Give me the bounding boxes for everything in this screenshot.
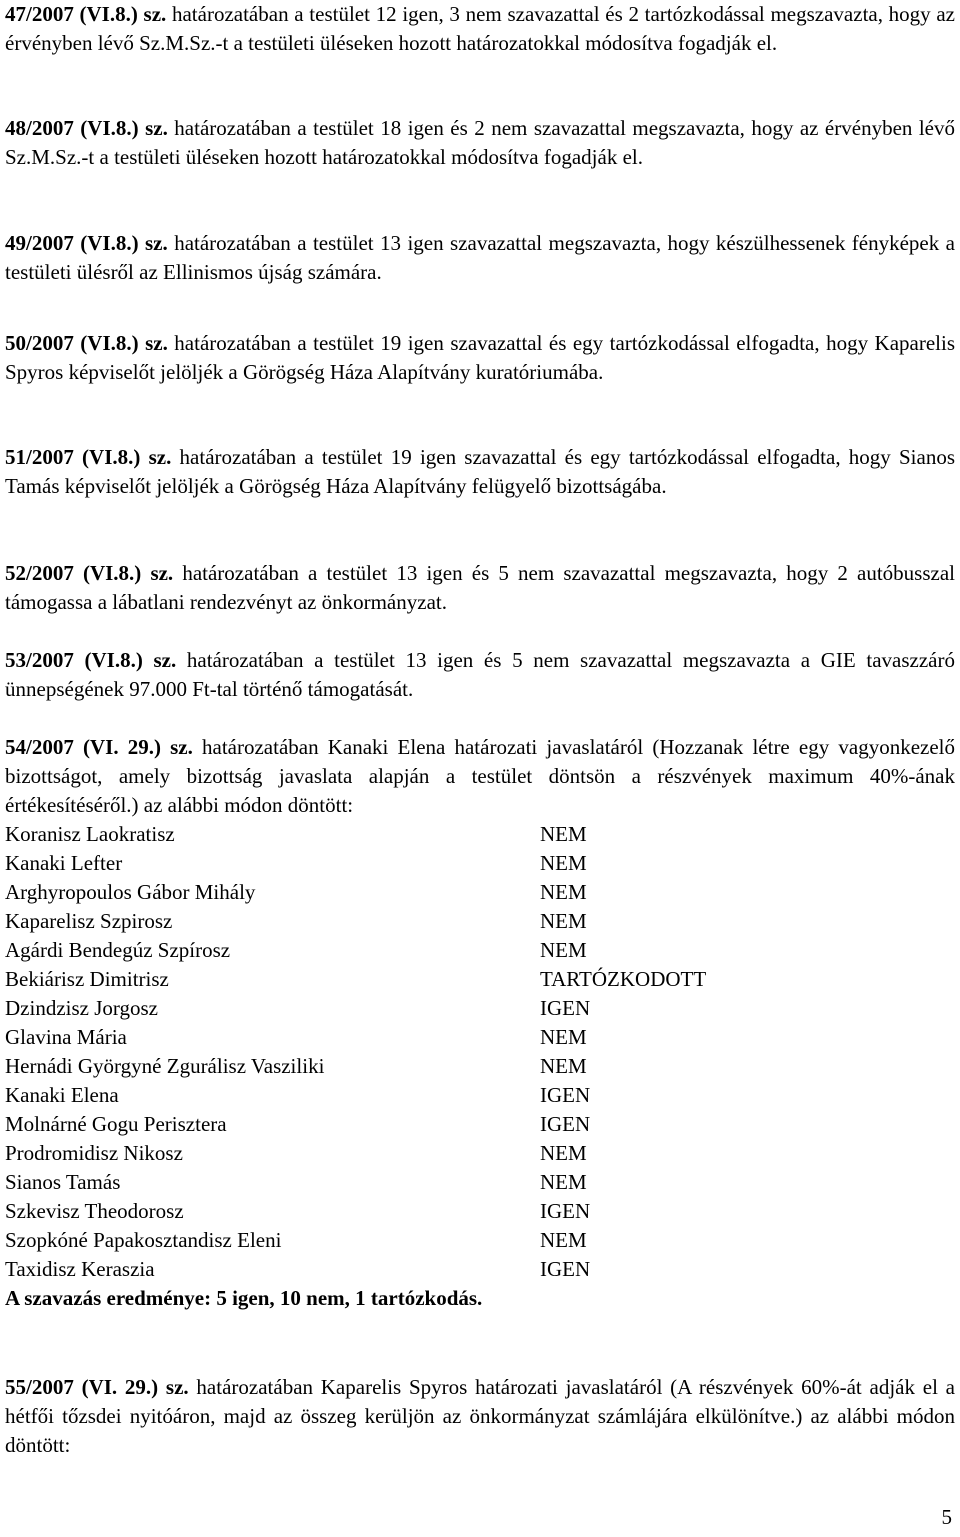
voter-name: Prodromidisz Nikosz bbox=[5, 1141, 183, 1165]
vote-row bbox=[5, 1168, 955, 1197]
resolution-number: 47/2007 (VI.8.) sz. bbox=[5, 2, 167, 26]
resolution-text: határozatában a testület 13 igen és 5 nem szavazattal megszavazta, hogy 2 autóbusszal támogassa a lábatlani rendezvényt az önkormányzat. bbox=[5, 561, 955, 614]
resolution-text: határozatában Kanaki Elena határozati javaslatáról (Hozzanak létre egy vagyonkezelő bizottságot, amely bizottság javaslata alapján a testület döntsön a részvények maximum 40%-ának értékesítéséről.) az alábbi módon döntött: bbox=[5, 735, 955, 817]
vote-value: NEM bbox=[540, 938, 587, 962]
voter-name: Kaparelisz Szpirosz bbox=[5, 909, 173, 933]
voter-name: Molnárné Gogu Perisztera bbox=[5, 1112, 227, 1136]
vote-row bbox=[5, 1139, 955, 1168]
resolution-text: határozatában a testület 18 igen és 2 nem szavazattal megszavazta, hogy az érvényben lévő Sz.M.Sz.-t a testületi üléseken hozott határozatokkal módosítva fogadják el. bbox=[5, 116, 955, 169]
vote-row bbox=[5, 994, 955, 1023]
resolution-text: határozatában a testület 13 igen és 5 nem szavazattal megszavazta a GIE tavaszzáró ünnepségének 97.000 Ft-tal történő támogatását. bbox=[5, 648, 955, 701]
resolution-49 bbox=[5, 229, 955, 287]
page-number: 5 bbox=[941, 1505, 952, 1529]
vote-value: IGEN bbox=[540, 996, 591, 1020]
vote-row bbox=[5, 1255, 955, 1284]
resolution-number: 48/2007 (VI.8.) sz. bbox=[5, 116, 168, 140]
vote-value: IGEN bbox=[540, 1112, 591, 1136]
resolution-number: 51/2007 (VI.8.) sz. bbox=[5, 445, 172, 469]
voter-name: Kanaki Elena bbox=[5, 1083, 119, 1107]
vote-value: NEM bbox=[540, 1170, 587, 1194]
voter-name: Taxidisz Keraszia bbox=[5, 1257, 155, 1281]
vote-value: IGEN bbox=[540, 1083, 591, 1107]
voter-name: Agárdi Bendegúz Szpírosz bbox=[5, 938, 231, 962]
resolution-47 bbox=[5, 0, 955, 58]
vote-row bbox=[5, 1110, 955, 1139]
vote-row bbox=[5, 936, 955, 965]
voter-name: Dzindzisz Jorgosz bbox=[5, 996, 158, 1020]
vote-value: TARTÓZKODOTT bbox=[540, 967, 707, 991]
resolution-number: 49/2007 (VI.8.) sz. bbox=[5, 231, 168, 255]
resolution-text: határozatában a testület 19 igen szavazattal és egy tartózkodással elfogadta, hogy Kaparelis Spyros képviselőt jelöljék a Görögség Háza Alapítvány kuratóriumába. bbox=[5, 331, 956, 384]
vote-value: NEM bbox=[540, 1054, 587, 1078]
vote-value: IGEN bbox=[540, 1257, 591, 1281]
voter-name: Arghyropoulos Gábor Mihály bbox=[5, 880, 256, 904]
resolution-51 bbox=[5, 443, 955, 501]
vote-row bbox=[5, 878, 955, 907]
resolution-text: határozatában a testület 13 igen szavazattal megszavazta, hogy készülhessenek fényképek a testületi ülésről az Ellinismos újság számára. bbox=[5, 231, 955, 284]
resolution-text: határozatában a testület 12 igen, 3 nem szavazattal és 2 tartózkodással megszavazta, hogy az érvényben lévő Sz.M.Sz.-t a testületi üléseken hozott határozatokkal módosítva fogadják el. bbox=[5, 2, 955, 55]
resolution-text: határozatában a testület 19 igen szavazattal és egy tartózkodással elfogadta, hogy Sianos Tamás képviselőt jelöljék a Görögség Háza Alapítvány felügyelő bizottságába. bbox=[5, 445, 955, 498]
voter-name: Hernádi Györgyné Zgurálisz Vasziliki bbox=[5, 1054, 325, 1078]
vote-row bbox=[5, 1023, 955, 1052]
voter-name: Szkevisz Theodorosz bbox=[5, 1199, 184, 1223]
vote-row bbox=[5, 820, 955, 849]
resolution-54 bbox=[5, 733, 955, 820]
voter-name: Szopkóné Papakosztandisz Eleni bbox=[5, 1228, 282, 1252]
voter-name: Bekiárisz Dimitrisz bbox=[5, 967, 169, 991]
resolution-53 bbox=[5, 646, 955, 704]
vote-value: NEM bbox=[540, 822, 587, 846]
vote-row bbox=[5, 1197, 955, 1226]
resolution-number: 55/2007 (VI. 29.) sz. bbox=[5, 1375, 189, 1399]
vote-row bbox=[5, 849, 955, 878]
vote-value: NEM bbox=[540, 1025, 587, 1049]
resolution-number: 50/2007 (VI.8.) sz. bbox=[5, 331, 168, 355]
vote-value: IGEN bbox=[540, 1199, 591, 1223]
voter-name: Kanaki Lefter bbox=[5, 851, 123, 875]
resolution-52 bbox=[5, 559, 955, 617]
resolution-number: 54/2007 (VI. 29.) sz. bbox=[5, 735, 193, 759]
vote-row bbox=[5, 907, 955, 936]
vote-list bbox=[5, 820, 955, 1313]
vote-value: NEM bbox=[540, 851, 587, 875]
vote-result: A szavazás eredménye: 5 igen, 10 nem, 1 tartózkodás. bbox=[5, 1286, 483, 1310]
resolution-55 bbox=[5, 1373, 955, 1460]
voter-name: Koranisz Laokratisz bbox=[5, 822, 175, 846]
voter-name: Glavina Mária bbox=[5, 1025, 127, 1049]
vote-row bbox=[5, 1081, 955, 1110]
vote-row bbox=[5, 1226, 955, 1255]
voter-name: Sianos Tamás bbox=[5, 1170, 121, 1194]
vote-value: NEM bbox=[540, 1228, 587, 1252]
resolution-number: 52/2007 (VI.8.) sz. bbox=[5, 561, 174, 585]
resolution-48 bbox=[5, 114, 955, 172]
vote-value: NEM bbox=[540, 880, 587, 904]
vote-value: NEM bbox=[540, 909, 587, 933]
resolution-text: határozatában Kaparelis Spyros határozati javaslatáról (A részvények 60%-át adják el a hétfői tőzsdei nyitóáron, majd az összeg kerüljön az önkormányzat számlájára elkülönítve.) az alábbi módon döntött: bbox=[5, 1375, 955, 1457]
resolution-number: 53/2007 (VI.8.) sz. bbox=[5, 648, 177, 672]
vote-row bbox=[5, 965, 955, 994]
resolution-50 bbox=[5, 329, 955, 387]
vote-row bbox=[5, 1052, 955, 1081]
vote-value: NEM bbox=[540, 1141, 587, 1165]
